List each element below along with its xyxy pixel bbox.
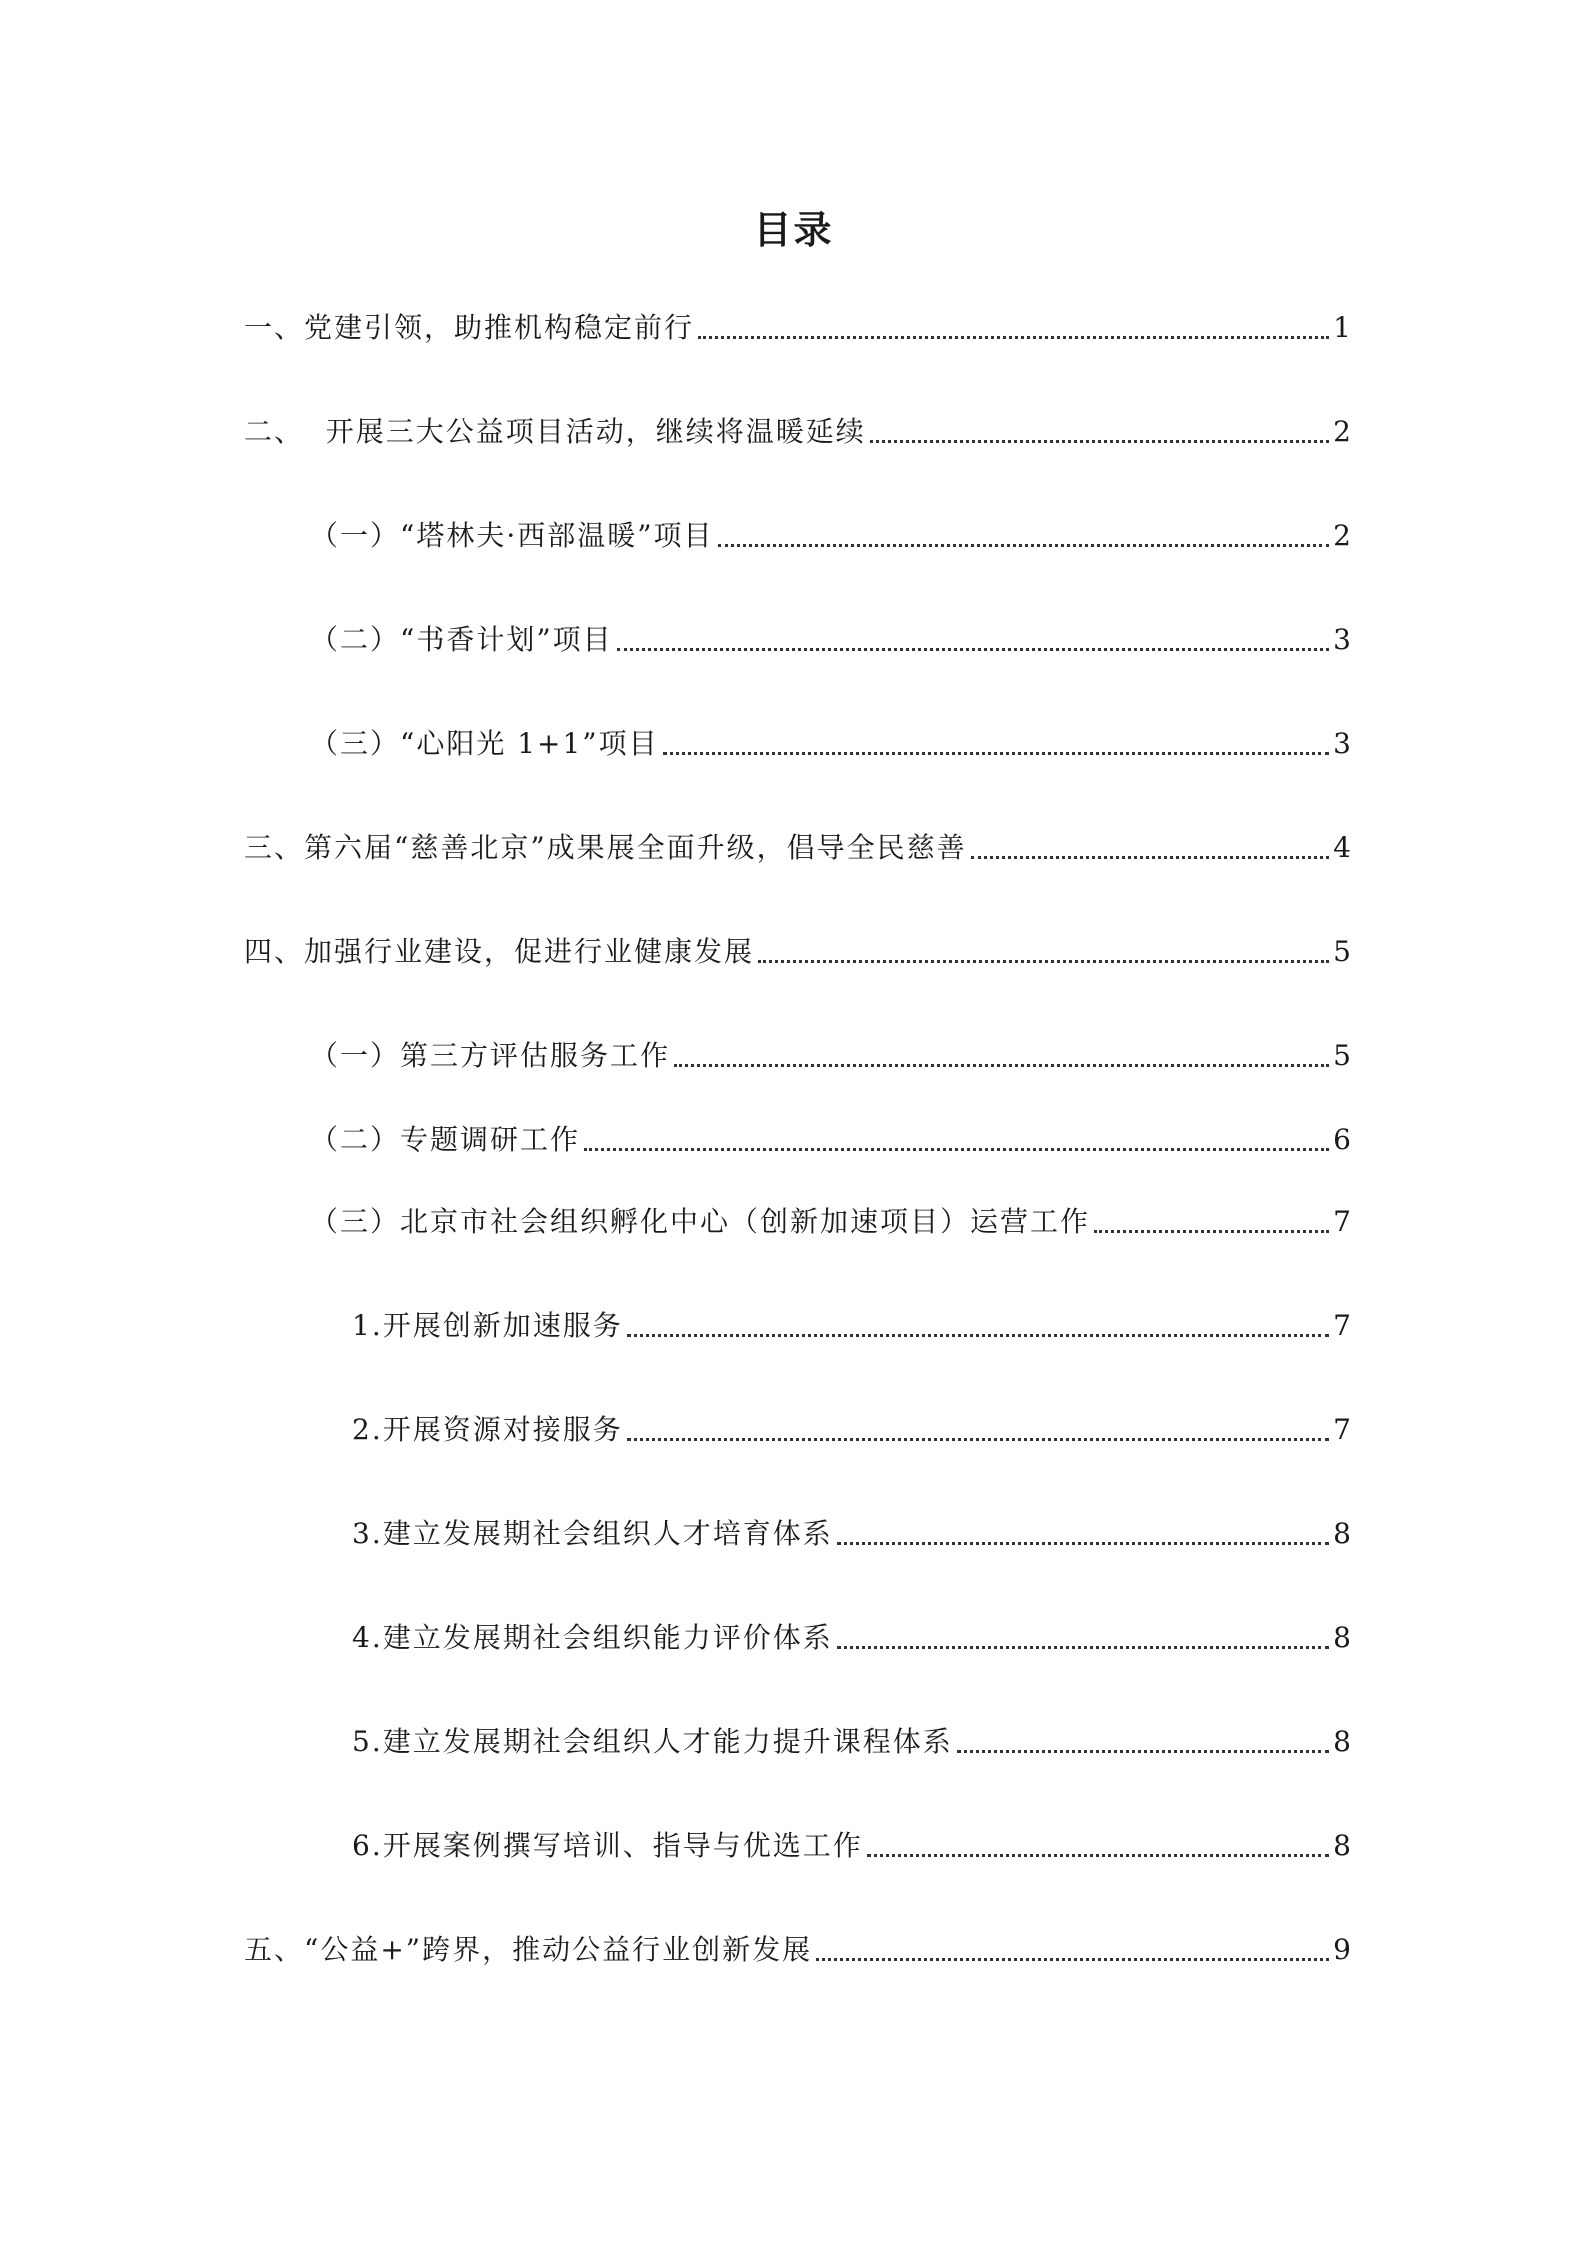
toc-page-number: 7 (1333, 1309, 1351, 1342)
toc-entry-4-3-3[interactable] (352, 1514, 1351, 1554)
toc-dot-leader (627, 1334, 1329, 1337)
toc-entry-3[interactable] (244, 828, 1351, 868)
toc-dot-leader (957, 1750, 1329, 1753)
page-title: 目录 (753, 207, 834, 252)
toc-entry-4-1[interactable] (310, 1036, 1351, 1076)
toc-entry-title: （一）第三方评估服务工作 (310, 1039, 671, 1072)
toc-dot-leader (867, 1854, 1329, 1857)
toc-dot-leader (1094, 1230, 1329, 1233)
toc-entry-2[interactable] (244, 412, 1351, 452)
toc-dot-leader (837, 1646, 1329, 1649)
toc-entry-title: 二、 开展三大公益项目活动，继续将温暖延续 (244, 415, 866, 448)
toc-page-number: 7 (1333, 1413, 1351, 1446)
toc-page-number: 8 (1333, 1517, 1351, 1550)
toc-entry-5[interactable] (244, 1930, 1351, 1970)
toc-dot-leader (837, 1542, 1329, 1545)
toc-entry-title: （二）专题调研工作 (310, 1123, 581, 1156)
toc-entry-title: 5.建立发展期社会组织人才能力提升课程体系 (352, 1725, 953, 1758)
toc-entry-2-1[interactable] (310, 516, 1351, 556)
toc-entry-title: 三、第六届“慈善北京”成果展全面升级，倡导全民慈善 (244, 831, 967, 864)
toc-entry-title: 6.开展案例撰写培训、指导与优选工作 (352, 1829, 863, 1862)
toc-entry-title: （三）北京市社会组织孵化中心（创新加速项目）运营工作 (310, 1205, 1091, 1238)
toc-dot-leader (758, 960, 1329, 963)
toc-dot-leader (971, 856, 1330, 859)
toc-page-number: 6 (1333, 1123, 1351, 1156)
toc-entry-title: 2.开展资源对接服务 (352, 1413, 623, 1446)
toc-page-number: 3 (1333, 727, 1351, 760)
toc-entry-title: 3.建立发展期社会组织人才培育体系 (352, 1517, 833, 1550)
toc-entry-title: 五、“公益+”跨界，推动公益行业创新发展 (244, 1933, 813, 1966)
toc-entry-4[interactable] (244, 932, 1351, 972)
toc-entry-4-3-6[interactable] (352, 1826, 1351, 1866)
toc-entry-title: 一、党建引领，助推机构稳定前行 (244, 311, 695, 344)
toc-dot-leader (718, 544, 1330, 547)
toc-entry-2-2[interactable] (310, 620, 1351, 660)
toc-page-number: 8 (1333, 1621, 1351, 1654)
toc-dot-leader (663, 752, 1330, 755)
toc-page-number: 2 (1333, 415, 1351, 448)
toc-page-number: 2 (1333, 519, 1351, 552)
toc-entry-4-3-1[interactable] (352, 1306, 1351, 1346)
toc-entry-title: （二）“书香计划”项目 (310, 623, 613, 656)
toc-entry-2-3[interactable] (310, 724, 1351, 764)
toc-entry-4-3-5[interactable] (352, 1722, 1351, 1762)
toc-page-number: 9 (1333, 1933, 1351, 1966)
toc-dot-leader (698, 336, 1329, 339)
toc-page-number: 5 (1333, 935, 1351, 968)
toc-entry-title: （一）“塔林夫·西部温暖”项目 (310, 519, 714, 552)
toc-entry-title: 1.开展创新加速服务 (352, 1309, 623, 1342)
toc-entry-4-2[interactable] (310, 1120, 1351, 1160)
toc-entry-4-3-2[interactable] (352, 1410, 1351, 1450)
toc-entry-4-3-4[interactable] (352, 1618, 1351, 1658)
toc-dot-leader (816, 1958, 1329, 1961)
toc-dot-leader (584, 1148, 1329, 1151)
toc-dot-leader (870, 440, 1329, 443)
toc-page-number: 3 (1333, 623, 1351, 656)
toc-page-number: 7 (1333, 1205, 1351, 1238)
toc-page-number: 4 (1333, 831, 1351, 864)
toc-page-number: 8 (1333, 1829, 1351, 1862)
toc-page-number: 8 (1333, 1725, 1351, 1758)
toc-entry-4-3[interactable] (310, 1202, 1351, 1242)
toc-dot-leader (674, 1064, 1329, 1067)
toc-entry-title: 四、加强行业建设，促进行业健康发展 (244, 935, 755, 968)
toc-entry-1[interactable] (244, 308, 1351, 348)
toc-dot-leader (627, 1438, 1329, 1441)
toc-dot-leader (617, 648, 1330, 651)
toc-page-number: 5 (1333, 1039, 1351, 1072)
toc-entry-title: 4.建立发展期社会组织能力评价体系 (352, 1621, 833, 1654)
toc-entry-title: （三）“心阳光 1+1”项目 (310, 727, 659, 760)
toc-page-number: 1 (1333, 311, 1351, 344)
